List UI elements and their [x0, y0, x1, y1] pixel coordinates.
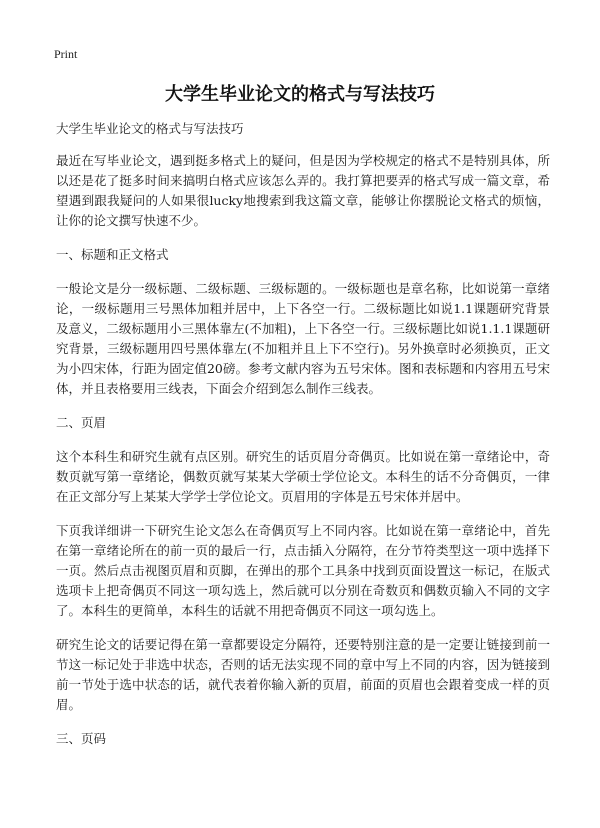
intro-paragraph: 最近在写毕业论文，遇到挺多格式上的疑问，但是因为学校规定的格式不是特别具体，所以还是花了挺多时间来搞明白格式应该怎么弄的。我打算把要弄的格式写成一篇文章，希望遇到跟我疑问的人如果很lucky地搜索到我这篇文章，能够让你摆脱论文格式的烦恼，让你的论文撰写快速不少。: [56, 153, 550, 228]
document-subtitle: 大学生毕业论文的格式与写法技巧: [56, 121, 244, 136]
header-paragraph-1: 这个本科生和研究生就有点区别。研究生的话页眉分奇偶页。比如说在第一章绪论中，奇数页就写第一章绪论，偶数页就写某某大学硕士学位论文。本科生的话不分奇偶页，一律在正文部分写上某某大学学士学位论文。页眉用的字体是五号宋体并居中。: [56, 449, 550, 504]
header-paragraph-2: 下页我详细讲一下研究生论文怎么在奇偶页写上不同内容。比如说在第一章绪论中，首先在第一章绪论所在的前一页的最后一行，点击插入分隔符，在分节符类型这一项中选择下一页。然后点击视图页眉和页脚，在弹出的那个工具条中找到页面设置这一标记，在版式选项卡上把奇偶页不同这一项勾选上，然后就可以分别在奇数页和偶数页输入不同的文字了。本科生的更简单，本科生的话就不用把奇偶页不同这一项勾选上。: [56, 523, 550, 618]
section-heading-title-format: 一、标题和正文格式: [56, 247, 169, 262]
section-heading-header: 二、页眉: [56, 415, 107, 430]
document-body: [56, 119, 550, 763]
title-format-paragraph: 一般论文是分一级标题、二级标题、三级标题的。一级标题也是章名称，比如说第一章绪论，一级标题用三号黑体加粗并居中，上下各空一行。二级标题比如说1.1课题研究背景及意义，二级标题用小三黑体靠左(不加粗)，上下各空一行。三级标题比如说1.1.1课题研究背景，三级标题用四号黑体靠左(不加粗并且上下不空行)。另外换章时必须换页，正文为小四宋体，行距为固定值20磅。参考文献内容为五号宋体。图和表标题和内容用五号宋体，并且表格要用三线表，下面会介绍到怎么制作三线表。: [56, 281, 550, 396]
header-paragraph-3: 研究生论文的话要记得在第一章都要设定分隔符，还要特别注意的是一定要让链接到前一节这一标记处于非选中状态，否则的话无法实现不同的章中写上不同的内容，因为链接到前一节处于选中状态的话，就代表着你输入新的页眉，前面的页眉也会跟着变成一样的页眉。: [56, 637, 550, 712]
print-link[interactable]: Print: [54, 47, 78, 61]
section-heading-page-number: 三、页码: [56, 731, 107, 746]
page-title: 大学生毕业论文的格式与写法技巧: [165, 84, 435, 105]
